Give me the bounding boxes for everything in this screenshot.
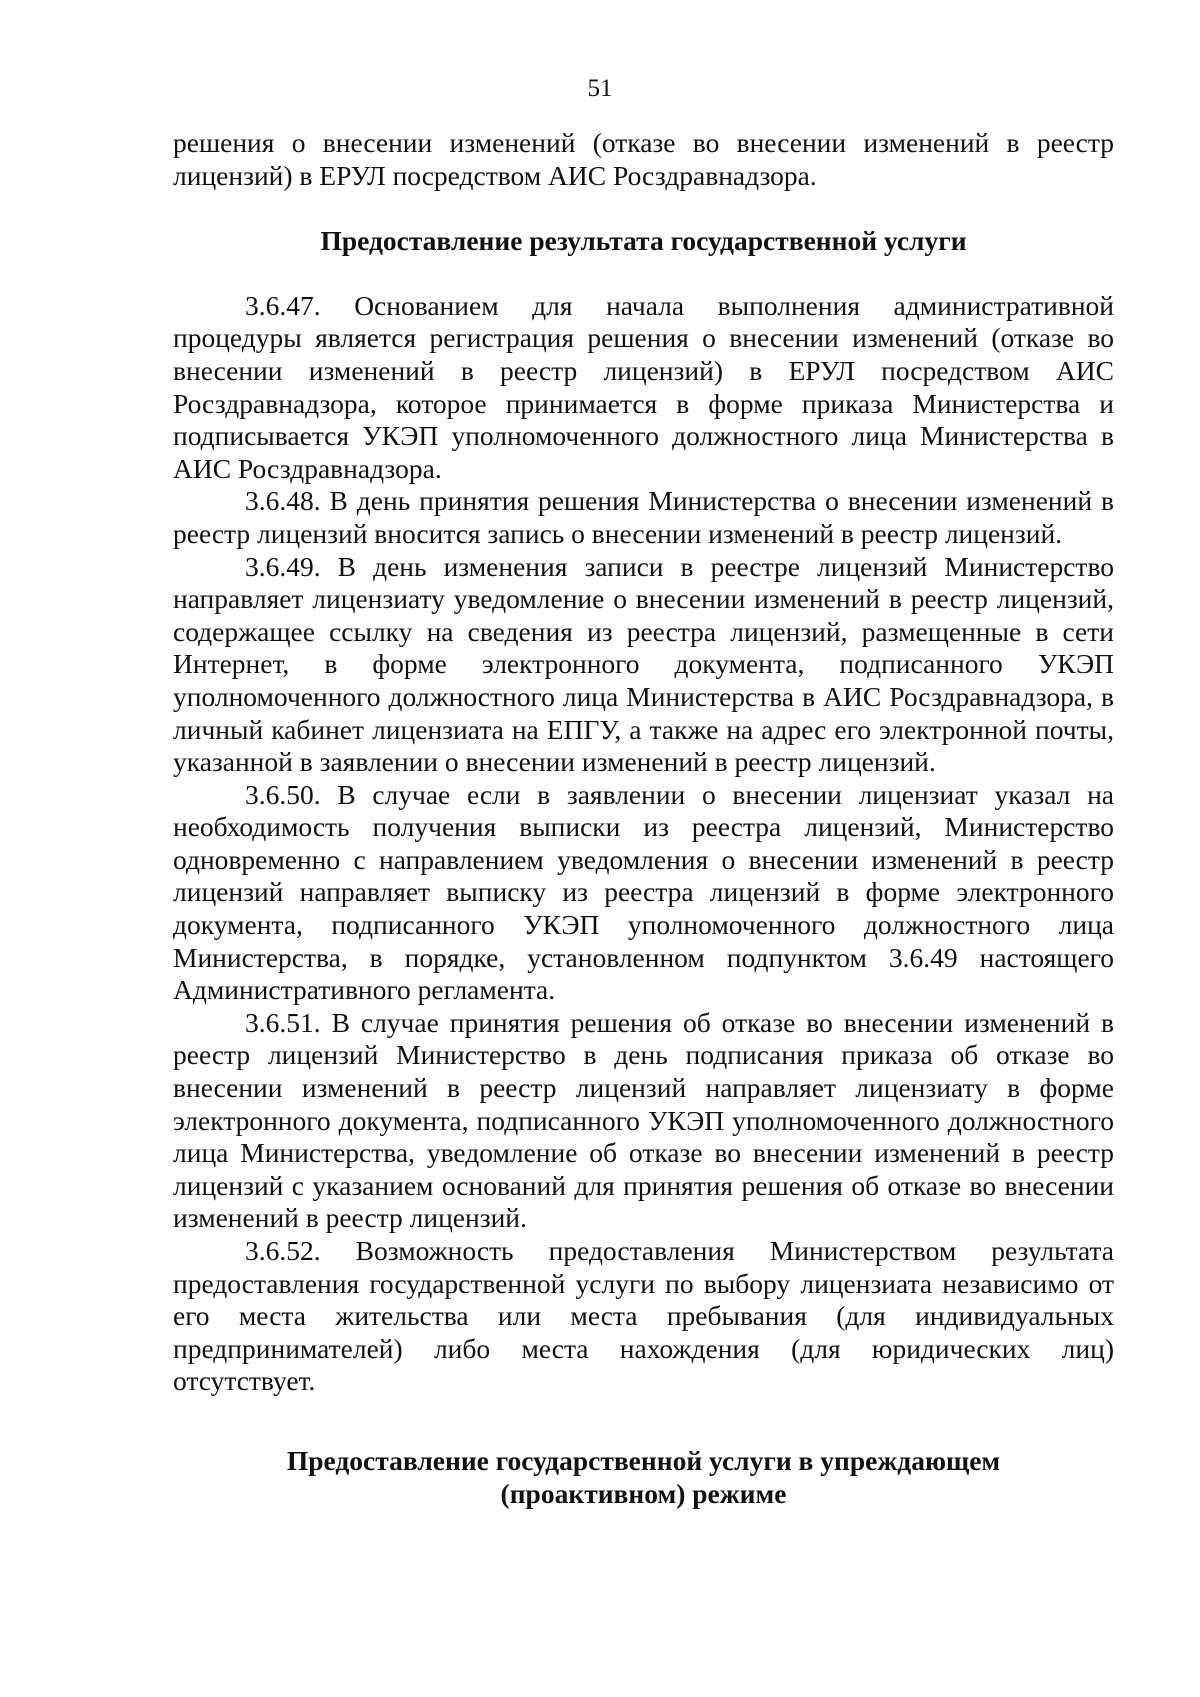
- page-content: [173, 127, 1114, 1510]
- section-heading-proactive-line1: Предоставление государственной услуги в упреждающем: [286, 1444, 1001, 1476]
- section-heading-proactive: [173, 1445, 1114, 1510]
- paragraph-3-6-48: 3.6.48. В день принятия решения Министерства о внесении изменений в реестр лицензий вносится запись о внесении изменений в реестр лицензий.: [173, 485, 1114, 549]
- paragraph-3-6-47: 3.6.47. Основанием для начала выполнения административной процедуры является регистрация решения о внесении изменений (отказе во внесении изменений в реестр лицензий) в ЕРУЛ посредством АИС Росздравнадзора, которое принимается в форме приказа Министерства и подписывается УКЭП уполномоченного должностного лица Министерства в АИС Росздравнадзора.: [173, 289, 1114, 484]
- paragraph-3-6-52: 3.6.52. Возможность предоставления Министерством результата предоставления государственной услуги по выбору лицензиата независимо от его места жительства или места пребывания (для индивидуальных предпринимателей) либо места нахождения (для юридических лиц) отсутствует.: [173, 1235, 1114, 1397]
- section-heading-proactive-line2: (проактивном) режиме: [500, 1477, 787, 1509]
- paragraph-3-6-51: 3.6.51. В случае принятия решения об отказе во внесении изменений в реестр лицензий Министерство в день подписания приказа об отказе во внесении изменений в реестр лицензий направляет лицензиату в форме электронного документа, подписанного УКЭП уполномоченного должностного лица Министерства, уведомление об отказе во внесении изменений в реестр лицензий с указанием оснований для принятия решения об отказе во внесении изменений в реестр лицензий.: [173, 1006, 1114, 1234]
- paragraph-3-6-50: 3.6.50. В случае если в заявлении о внесении лицензиат указал на необходимость получения выписки из реестра лицензий, Министерство одновременно с направлением уведомления о внесении изменений в реестр лицензий направляет выписку из реестра лицензий в форме электронного документа, подписанного УКЭП уполномоченного должностного лица Министерства, в порядке, установленном подпунктом 3.6.49 настоящего Административного регламента.: [173, 778, 1114, 1006]
- paragraph-3-6-49: 3.6.49. В день изменения записи в реестре лицензий Министерство направляет лицензиату уведомление о внесении изменений в реестр лицензий, содержащее ссылку на сведения из реестра лицензий, размещенные в сети Интернет, в форме электронного документа, подписанного УКЭП уполномоченного должностного лица Министерства в АИС Росздравнадзора, в личный кабинет лицензиата на ЕПГУ, а также на адрес его электронной почты, указанной в заявлении о внесении изменений в реестр лицензий.: [173, 550, 1114, 778]
- continuation-paragraph: решения о внесении изменений (отказе во внесении изменений в реестр лицензий) в ЕРУЛ посредством АИС Росздравнадзора.: [173, 127, 1114, 191]
- section-heading-result: Предоставление результата государственной услуги: [320, 225, 967, 257]
- page-number: 51: [587, 75, 613, 102]
